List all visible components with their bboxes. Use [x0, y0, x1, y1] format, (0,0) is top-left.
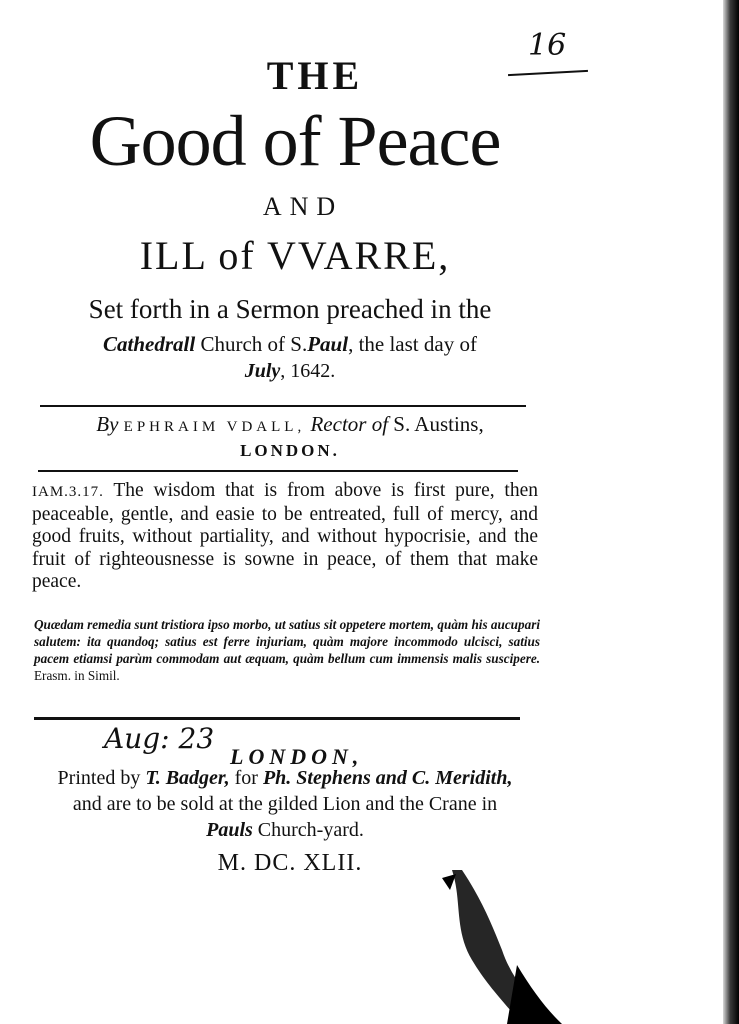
scripture-quotation: [32, 480, 538, 594]
handwritten-date: Aug: 23: [104, 722, 215, 755]
imprint-churchyard: Church-yard.: [252, 819, 364, 841]
imprint-for: for: [229, 767, 263, 789]
title-main: Good of Peace: [89, 101, 501, 181]
imprint-line-1: [20, 765, 550, 791]
author-place: S. Austins,: [388, 412, 484, 436]
author-line: [0, 412, 580, 437]
handwritten-page-number: 16: [528, 28, 567, 63]
latin-text: Quædam remedia sunt tristiora ipso morbo, ut satius sit oppetere mortem, quàm his aucupari salutem: ita quandoq; satius est ferre injuriam, quàm majore incommodo ulcisci, satius pacem etiamsi parùm commodam aut æquam, quàm bellum cum immensis malis suscipere.: [34, 617, 540, 666]
subtitle-paul: Paul: [307, 332, 349, 356]
imprint-block: [20, 765, 550, 843]
title-and: AND: [262, 192, 344, 221]
latin-source: Erasm. in Simil.: [34, 668, 120, 683]
subtitle-line-1: Set forth in a Sermon preached in the: [88, 294, 492, 324]
title-ill: ILL of VVARRE,: [139, 233, 451, 278]
scripture-text: The wisdom that is from above is first pure, then peaceable, gentle, and easie to be entreated, full of mercy, and good fruits, without partiality, and without hypocrisie, and the fruit of righteousnesse is sowne in peace, of them that make peace.: [32, 480, 538, 592]
subtitle-cathedrall: Cathedrall: [103, 332, 196, 356]
subtitle-july: July: [244, 360, 281, 382]
imprint-sellers: Ph. Stephens and C. Meridith,: [262, 767, 513, 789]
torn-corner-shadow: [412, 870, 722, 1024]
author-by: By: [96, 412, 119, 436]
divider-rule-middle: [38, 470, 518, 472]
imprint-london: LONDON,: [230, 744, 364, 769]
author-name: EPHRAIM VDALL,: [123, 419, 306, 435]
author-rector: Rector of: [305, 412, 389, 436]
subtitle-year: , 1642.: [280, 360, 336, 382]
page-edge-shadow: [723, 0, 739, 1024]
divider-rule-top: [40, 405, 526, 407]
subtitle-line-2: [0, 332, 580, 357]
divider-rule-bottom: [34, 717, 520, 720]
latin-quotation: [34, 616, 540, 684]
subtitle-line-3: [0, 360, 580, 383]
imprint-printed-by: Printed by: [57, 767, 146, 789]
subtitle-church: Church of S.: [195, 332, 308, 356]
author-london: LONDON.: [240, 441, 340, 460]
scripture-reference: IAM.3.17.: [32, 484, 104, 500]
imprint-pauls: Pauls: [206, 819, 253, 841]
subtitle-last-day: , the last day of: [348, 332, 477, 356]
imprint-line-2: and are to be sold at the gilded Lion and the Crane in: [72, 793, 498, 815]
title-the: THE: [266, 53, 364, 98]
imprint-line-3: [20, 817, 550, 843]
imprint-printer: T. Badger,: [145, 767, 230, 789]
imprint-date: M. DC. XLII.: [217, 850, 363, 876]
